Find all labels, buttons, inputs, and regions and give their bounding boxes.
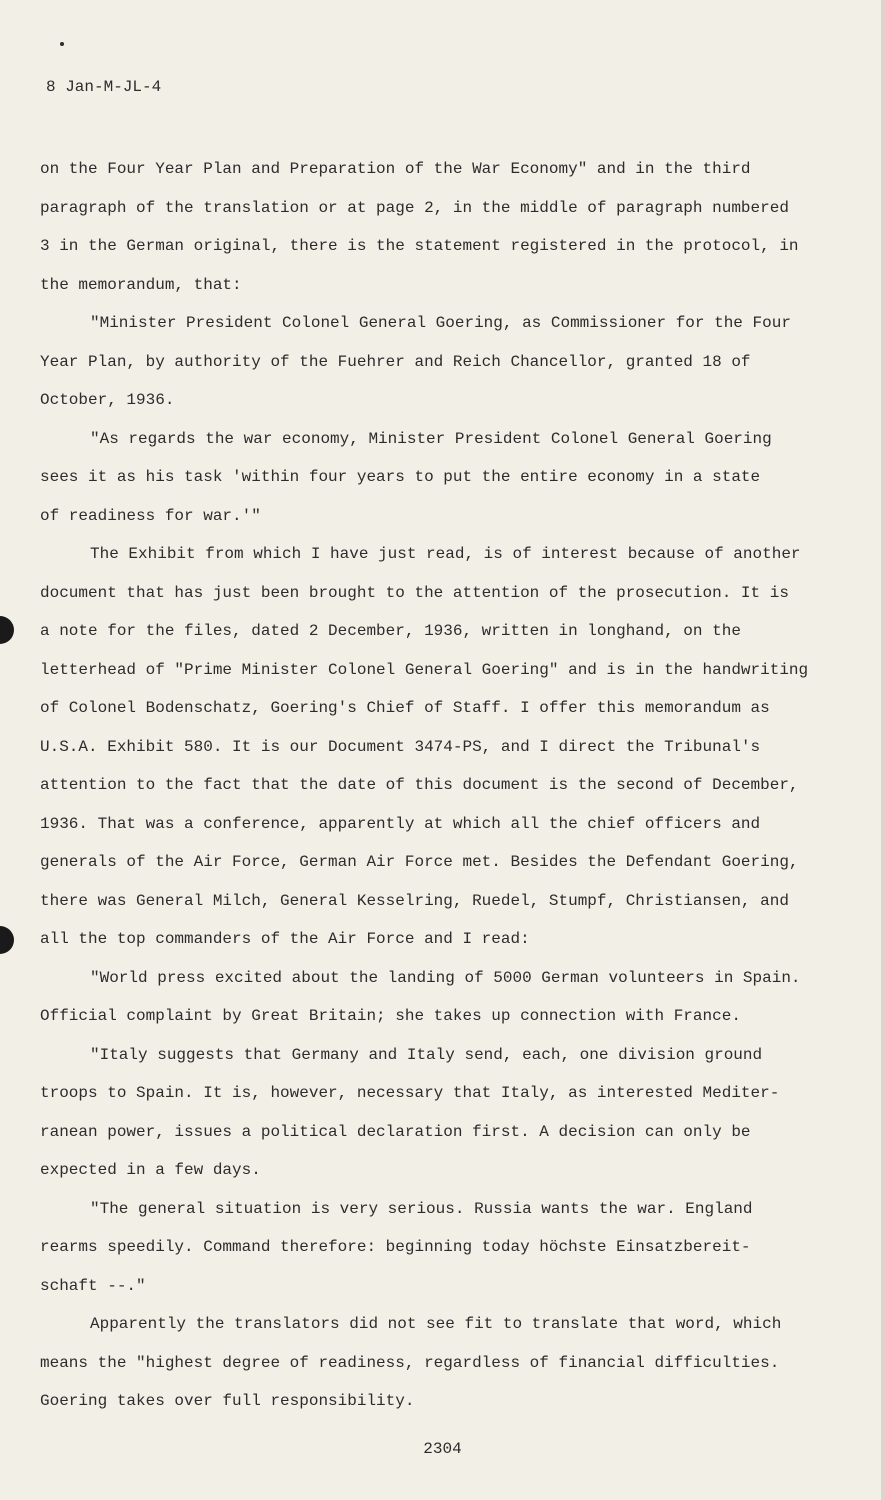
text-line: means the "highest degree of readiness, regardless of financial difficulties.: [40, 1353, 780, 1372]
text-line: Year Plan, by authority of the Fuehrer and Reich Chancellor, granted 18 of: [40, 352, 751, 371]
text-line: a note for the files, dated 2 December, 1936, written in longhand, on the: [40, 622, 741, 640]
text-line: "The general situation is very serious. Russia wants the war. England: [90, 1199, 753, 1218]
text-line: The Exhibit from which I have just read, is of interest because of another: [90, 545, 801, 563]
text-line: all the top commanders of the Air Force and I read:: [40, 930, 530, 948]
header-reference: 8 Jan-M-JL-4: [46, 78, 162, 96]
text-line: October, 1936.: [40, 391, 175, 409]
text-line: 1936. That was a conference, apparently at which all the chief officers and: [40, 814, 761, 833]
text-line: of readiness for war.'": [40, 506, 261, 525]
text-line: expected in a few days.: [40, 1161, 261, 1179]
text-line: schaft --.": [40, 1276, 146, 1295]
text-line: troops to Spain. It is, however, necessary that Italy, as interested Mediter-: [40, 1084, 780, 1102]
text-line: document that has just been brought to the attention of the prosecution. It is: [40, 583, 789, 602]
text-line: sees it as his task 'within four years to put the entire economy in a state: [40, 468, 761, 486]
text-line: "Italy suggests that Germany and Italy send, each, one division ground: [90, 1045, 763, 1064]
text-line: letterhead of "Prime Minister Colonel General Goering" and is in the handwriting: [40, 660, 809, 679]
document-body: [40, 150, 830, 1421]
ink-speck: [60, 42, 64, 46]
text-line: Official complaint by Great Britain; she takes up connection with France.: [40, 1007, 741, 1025]
text-line: "World press excited about the landing of 5000 German volunteers in Spain.: [90, 968, 801, 987]
text-line: "As regards the war economy, Minister President Colonel General Goering: [90, 429, 772, 448]
page-number: 2304: [423, 1440, 462, 1458]
text-line: paragraph of the translation or at page 2, in the middle of paragraph numbered: [40, 198, 789, 217]
text-line: Goering takes over full responsibility.: [40, 1392, 415, 1410]
punch-hole: [0, 616, 14, 644]
page-edge: [881, 0, 885, 1500]
text-line: ranean power, issues a political declaration first. A decision can only be: [40, 1122, 751, 1141]
text-line: of Colonel Bodenschatz, Goering's Chief of Staff. I offer this memorandum as: [40, 699, 770, 717]
text-line: 3 in the German original, there is the statement registered in the protocol, in: [40, 237, 799, 255]
text-line: generals of the Air Force, German Air Force met. Besides the Defendant Goering,: [40, 853, 799, 871]
text-line: on the Four Year Plan and Preparation of the War Economy" and in the third: [40, 160, 751, 178]
punch-hole: [0, 926, 14, 954]
text-line: "Minister President Colonel General Goering, as Commissioner for the Four: [90, 314, 791, 332]
text-line: attention to the fact that the date of this document is the second of December,: [40, 776, 799, 794]
text-line: U.S.A. Exhibit 580. It is our Document 3474-PS, and I direct the Tribunal's: [40, 737, 761, 756]
text-line: there was General Milch, General Kesselring, Ruedel, Stumpf, Christiansen, and: [40, 891, 789, 910]
text-line: rearms speedily. Command therefore: beginning today höchste Einsatzbereit-: [40, 1238, 751, 1256]
text-line: the memorandum, that:: [40, 275, 242, 294]
text-line: Apparently the translators did not see fit to translate that word, which: [90, 1315, 782, 1333]
